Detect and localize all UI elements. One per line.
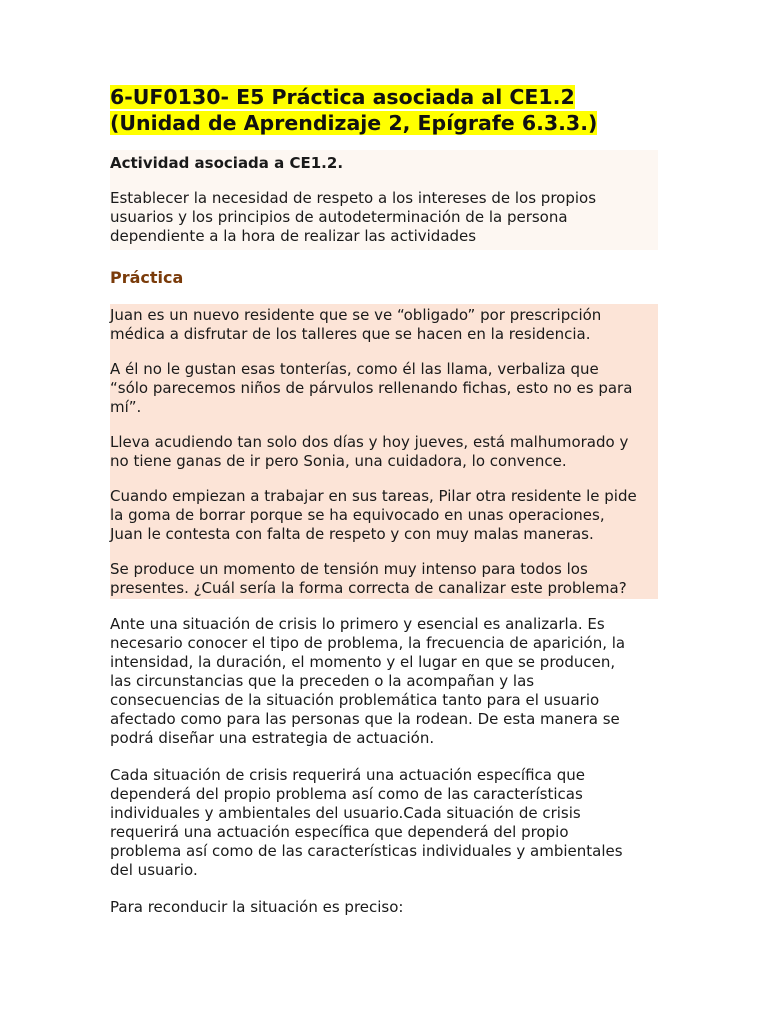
activity-description <box>110 189 658 246</box>
text-line: mí”. <box>110 398 142 416</box>
case-paragraph <box>110 487 658 544</box>
text-line: afectado como para las personas que la rodean. De esta manera se <box>110 710 620 728</box>
text-line: necesario conocer el tipo de problema, la frecuencia de aparición, la <box>110 634 626 652</box>
text-line: Cuando empiezan a trabajar en sus tareas, Pilar otra residente le pide <box>110 487 637 505</box>
title-line-1: 6-UF0130- E5 Práctica asociada al CE1.2 <box>110 85 575 109</box>
text-line: Juan es un nuevo residente que se ve “obligado” por prescripción <box>110 306 602 324</box>
text-line: dependiente a la hora de realizar las actividades <box>110 227 477 245</box>
activity-heading: Actividad asociada a CE1.2. <box>110 154 344 172</box>
answer-paragraph <box>110 766 658 880</box>
text-line: individuales y ambientales del usuario.Cada situación de crisis <box>110 804 581 822</box>
text-line: “sólo parecemos niños de párvulos rellenando fichas, esto no es para <box>110 379 633 397</box>
text-line: no tiene ganas de ir pero Sonia, una cuidadora, lo convence. <box>110 452 567 470</box>
text-line: la goma de borrar porque se ha equivocado en unas operaciones, <box>110 506 605 524</box>
text-line: las circunstancias que la preceden o la acompañan y las <box>110 672 535 690</box>
text-line: Ante una situación de crisis lo primero y esencial es analizarla. Es <box>110 615 605 633</box>
text-line: intensidad, la duración, el momento y el lugar en que se producen, <box>110 653 616 671</box>
text-line: del usuario. <box>110 861 198 879</box>
text-line: podrá diseñar una estrategia de actuación. <box>110 729 435 747</box>
answer-text <box>110 615 658 917</box>
document-title <box>110 84 658 136</box>
answer-paragraph <box>110 615 658 748</box>
text-line: dependerá del propio problema así como de las características <box>110 785 583 803</box>
text-line: presentes. ¿Cuál sería la forma correcta de canalizar este problema? <box>110 579 627 597</box>
case-paragraph <box>110 360 658 417</box>
case-paragraph <box>110 433 658 471</box>
text-line: Se produce un momento de tensión muy intenso para todos los <box>110 560 588 578</box>
text-line: Cada situación de crisis requerirá una actuación específica que <box>110 766 586 784</box>
text-line: consecuencias de la situación problemática tanto para el usuario <box>110 691 600 709</box>
text-line: requerirá una actuación específica que dependerá del propio <box>110 823 569 841</box>
text-line: Lleva acudiendo tan solo dos días y hoy jueves, está malhumorado y <box>110 433 629 451</box>
text-line: Establecer la necesidad de respeto a los intereses de los propios <box>110 189 597 207</box>
case-paragraph <box>110 560 658 598</box>
text-line: Para reconducir la situación es preciso: <box>110 898 404 916</box>
text-line: Juan le contesta con falta de respeto y con muy malas maneras. <box>110 525 594 543</box>
text-line: usuarios y los principios de autodeterminación de la persona <box>110 208 568 226</box>
text-line: médica a disfrutar de los talleres que se hacen en la residencia. <box>110 325 591 343</box>
title-line-2: (Unidad de Aprendizaje 2, Epígrafe 6.3.3.) <box>110 111 598 135</box>
document-page <box>110 84 658 917</box>
activity-box <box>110 150 658 250</box>
text-line: problema así como de las características individuales y ambientales <box>110 842 623 860</box>
answer-paragraph <box>110 898 658 917</box>
case-paragraph <box>110 306 658 344</box>
text-line: A él no le gustan esas tonterías, como él las llama, verbaliza que <box>110 360 599 378</box>
practice-heading: Práctica <box>110 268 184 287</box>
case-box <box>110 304 658 599</box>
